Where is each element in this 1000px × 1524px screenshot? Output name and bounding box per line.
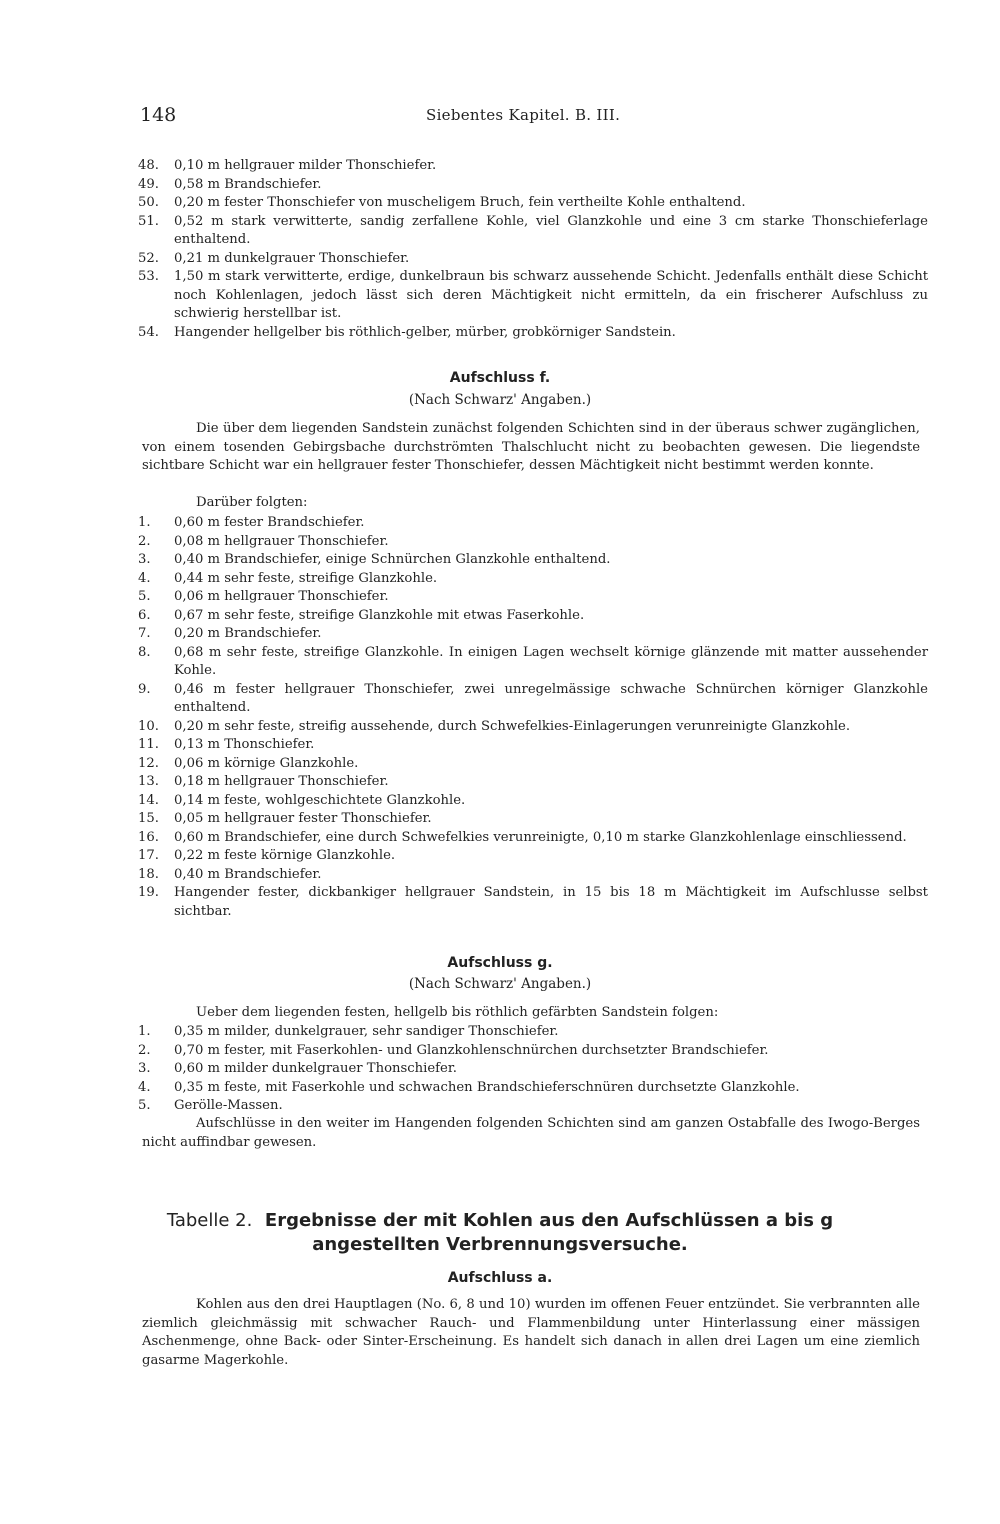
list-item	[138, 514, 928, 533]
list-item	[138, 268, 928, 324]
list-item	[138, 866, 928, 885]
item-number: 13.	[138, 774, 159, 789]
list-item	[138, 625, 928, 644]
section-f-title: Aufschluss f.	[449, 370, 551, 386]
item-text: 0,35 m milder, dunkelgrauer, sehr sandiger Thonschiefer.	[174, 1024, 559, 1039]
item-text: Hangender hellgelber bis röthlich-gelber, mürber, grobkörniger Sandstein.	[174, 324, 676, 340]
section-g-closing: Aufschlüsse in den weiter im Hangenden folgenden Schichten sind am ganzen Ostabfalle des Iwogo-Berges nicht auffindbar gewesen.	[142, 1116, 920, 1150]
item-text: 0,21 m dunkelgrauer Thonschiefer.	[174, 250, 410, 266]
item-text: 0,44 m sehr feste, streifige Glanzkohle.	[174, 570, 438, 586]
list-item	[138, 1097, 928, 1116]
item-text: 0,22 m feste körnige Glanzkohle.	[174, 848, 396, 863]
item-text: 0,06 m hellgrauer Thonschiefer.	[174, 589, 389, 604]
strata-list-f	[138, 514, 928, 921]
table-2-text: Kohlen aus den drei Hauptlagen (No. 6, 8 und 10) wurden im offenen Feuer entzündet. Sie verbrannten alle ziemlich gleichmässig mit schwacher Rauch- und Flammenbildung unter Hinterlassung einer mässigen Aschenmenge, ohne Back- oder Sinter-Erscheinung. Es handelt sich danach in allen drei Lagen um eine ziemlich gasarme Magerkohle.	[142, 1297, 920, 1368]
item-number: 5.	[138, 589, 151, 604]
section-g-title: Aufschluss g.	[447, 955, 553, 971]
item-text: 0,08 m hellgrauer Thonschiefer.	[174, 533, 389, 549]
item-number: 51.	[138, 213, 159, 229]
list-item	[138, 1079, 928, 1098]
item-text: 0,58 m Brandschiefer.	[174, 176, 322, 192]
list-item	[138, 810, 928, 829]
item-number: 16.	[138, 829, 159, 845]
section-g-lead: Ueber dem liegenden festen, hellgelb bis röthlich gefärbten Sandstein folgen:	[196, 1005, 719, 1020]
strata-list-e	[138, 157, 928, 342]
item-number: 54.	[138, 324, 159, 340]
list-item	[138, 607, 928, 626]
item-text: 0,60 m Brandschiefer, eine durch Schwefelkies verunreinigte, 0,10 m starke Glanzkohlenlage einschliessend.	[174, 829, 907, 845]
item-number: 6.	[138, 607, 151, 623]
list-item	[138, 1042, 928, 1061]
list-item	[138, 588, 928, 607]
item-text: 0,60 m milder dunkelgrauer Thonschiefer.	[174, 1061, 457, 1076]
item-number: 19.	[138, 885, 159, 900]
table-2-title	[0, 1209, 1000, 1257]
item-number: 3.	[138, 1061, 151, 1076]
item-number: 5.	[138, 1098, 151, 1113]
item-number: 4.	[138, 570, 151, 586]
item-text: 0,70 m fester, mit Faserkohlen- und Glanzkohlenschnürchen durchsetzter Brandschiefer.	[174, 1042, 769, 1058]
item-text: 0,46 m fester hellgrauer Thonschiefer, zwei unregelmässige schwache Schnürchen körniger Glanzkohle enthaltend.	[174, 681, 928, 715]
item-text: 0,10 m hellgrauer milder Thonschiefer.	[174, 158, 437, 173]
item-number: 2.	[138, 533, 151, 549]
list-item	[138, 1060, 928, 1079]
item-number: 2.	[138, 1042, 151, 1058]
item-number: 52.	[138, 250, 159, 266]
list-item	[138, 570, 928, 589]
item-text: 0,13 m Thonschiefer.	[174, 737, 315, 752]
list-item	[138, 829, 928, 848]
list-item	[138, 792, 928, 811]
item-text: 0,05 m hellgrauer fester Thonschiefer.	[174, 811, 432, 826]
table-2-title-line1: Ergebnisse der mit Kohlen aus den Aufschlüssen a bis g	[264, 1210, 834, 1231]
list-item	[138, 884, 928, 921]
item-number: 7.	[138, 626, 151, 641]
list-item	[138, 213, 928, 250]
page-number: 148	[140, 104, 177, 126]
section-f-lead: Darüber folgten:	[196, 495, 308, 510]
list-item	[138, 176, 928, 195]
section-f-source: (Nach Schwarz' Angaben.)	[408, 392, 592, 408]
item-number: 12.	[138, 755, 159, 771]
item-number: 11.	[138, 737, 159, 752]
list-item	[138, 533, 928, 552]
item-text: 0,18 m hellgrauer Thonschiefer.	[174, 774, 389, 789]
item-number: 9.	[138, 681, 151, 697]
item-text: Gerölle-Massen.	[174, 1098, 283, 1113]
running-title: Siebentes Kapitel. B. III.	[426, 106, 621, 124]
item-number: 17.	[138, 848, 159, 863]
item-text: 0,20 m fester Thonschiefer von muscheligem Bruch, fein vertheilte Kohle enthaltend.	[174, 195, 746, 210]
table-2-title-line2: angestellten Verbrennungsversuche.	[312, 1234, 688, 1255]
item-number: 49.	[138, 176, 159, 192]
item-text: 0,52 m stark verwitterte, sandig zerfallene Kohle, viel Glanzkohle und eine 3 cm starke Thonschieferlage enthaltend.	[174, 213, 928, 247]
item-number: 4.	[138, 1079, 151, 1095]
item-text: 0,60 m fester Brandschiefer.	[174, 515, 365, 530]
item-number: 14.	[138, 792, 159, 808]
item-text: 0,67 m sehr feste, streifige Glanzkohle mit etwas Faserkohle.	[174, 607, 585, 623]
item-number: 53.	[138, 269, 159, 284]
item-number: 50.	[138, 195, 159, 210]
item-number: 8.	[138, 644, 151, 660]
list-item	[138, 194, 928, 213]
list-item	[138, 324, 928, 343]
table-2-label: Tabelle 2.	[166, 1210, 253, 1231]
list-item	[138, 157, 928, 176]
list-item	[138, 755, 928, 774]
strata-list-g	[138, 1023, 928, 1116]
list-item	[138, 718, 928, 737]
item-text: 0,20 m Brandschiefer.	[174, 626, 322, 641]
item-number: 15.	[138, 811, 159, 826]
list-item	[138, 773, 928, 792]
section-f-intro: Die über dem liegenden Sandstein zunächst folgenden Schichten sind in der überaus schwer zugänglichen, von einem tosenden Gebirgsbache durchströmten Thalschlucht nicht zu beobachten gewesen. Die liegendste sichtbare Schicht war ein hellgrauer fester Thonschiefer, dessen Mächtigkeit nicht bestimmt werden konnte.	[142, 421, 920, 473]
item-text: 0,40 m Brandschiefer.	[174, 866, 322, 882]
item-number: 10.	[138, 718, 159, 734]
item-text: 0,20 m sehr feste, streifig aussehende, durch Schwefelkies-Einlagerungen verunreinigte Glanzkohle.	[174, 718, 851, 734]
item-text: 0,14 m feste, wohlgeschichtete Glanzkohle.	[174, 792, 466, 808]
list-item	[138, 250, 928, 269]
item-number: 1.	[138, 515, 151, 530]
list-item	[138, 644, 928, 681]
list-item	[138, 847, 928, 866]
item-number: 48.	[138, 158, 159, 173]
item-number: 1.	[138, 1024, 151, 1039]
list-item	[138, 1023, 928, 1042]
item-text: 0,40 m Brandschiefer, einige Schnürchen Glanzkohle enthaltend.	[174, 552, 611, 567]
item-text: 0,06 m körnige Glanzkohle.	[174, 755, 359, 771]
table-2-subheading: Aufschluss a.	[447, 1270, 553, 1286]
item-text: 0,68 m sehr feste, streifige Glanzkohle. In einigen Lagen wechselt körnige glänzende mit matter aussehender Kohle.	[174, 644, 928, 678]
section-g-source: (Nach Schwarz' Angaben.)	[408, 976, 592, 992]
list-item	[138, 551, 928, 570]
item-number: 3.	[138, 552, 151, 567]
item-number: 18.	[138, 866, 159, 882]
list-item	[138, 736, 928, 755]
item-text: Hangender fester, dickbankiger hellgrauer Sandstein, in 15 bis 18 m Mächtigkeit im Aufschlusse selbst sichtbar.	[174, 885, 928, 919]
list-item	[138, 681, 928, 718]
item-text: 0,35 m feste, mit Faserkohle und schwachen Brandschieferschnüren durchsetzte Glanzkohle.	[174, 1079, 800, 1095]
item-text: 1,50 m stark verwitterte, erdige, dunkelbraun bis schwarz aussehende Schicht. Jedenfalls enthält diese Schicht noch Kohlenlagen, jedoch lässt sich deren Mächtigkeit nicht ermitteln, da ein frischerer Aufschluss zu schwierig herstellbar ist.	[174, 269, 928, 321]
